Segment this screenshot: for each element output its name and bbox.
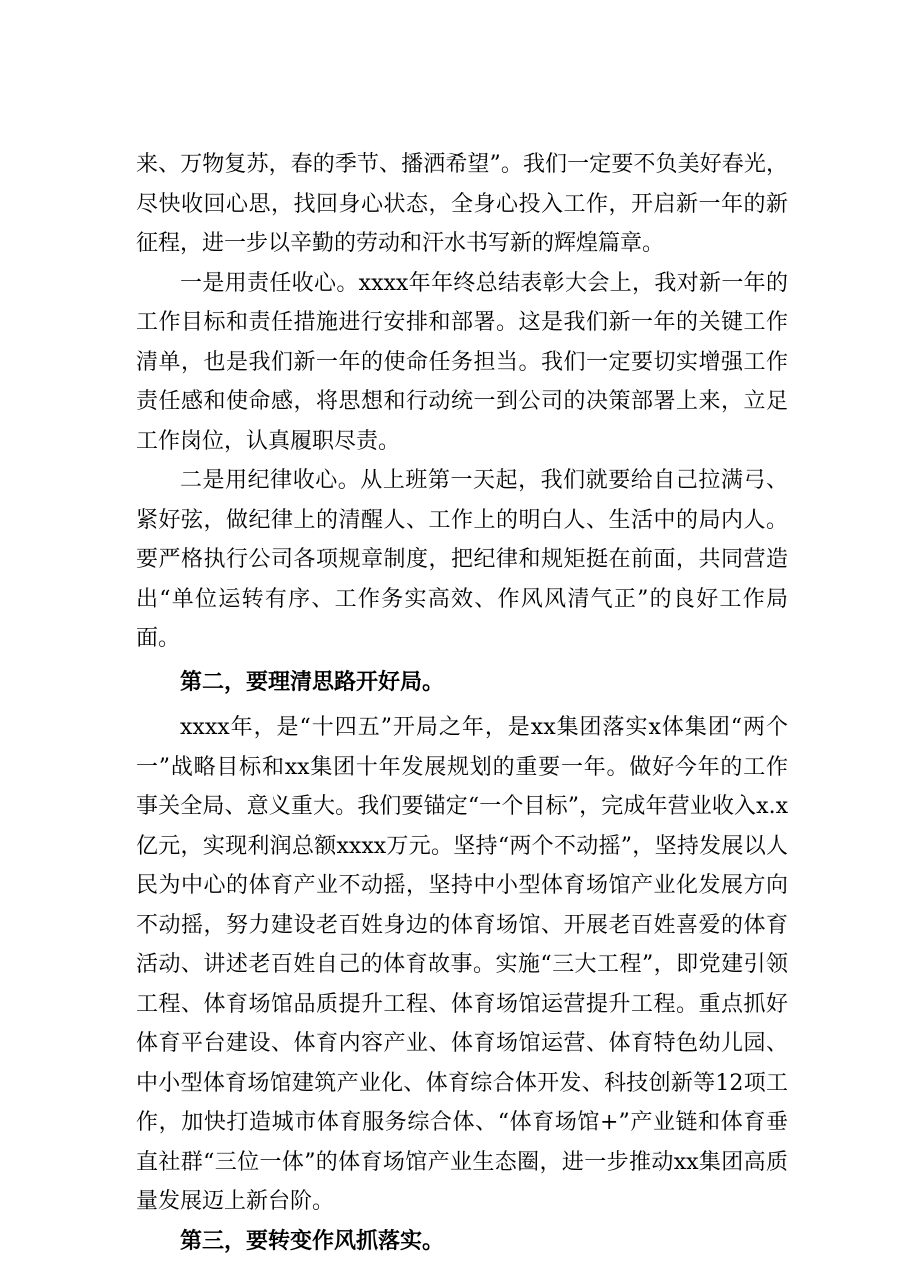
- section-heading-second: 第二，要理清思路开好局。: [180, 668, 445, 695]
- paragraph-discipline: 二是用纪律收心。从上班第一天起，我们就要给自己拉满弓、紧好弦，做纪律上的清醒人、工作上的明白人、生活中的局内人。要严格执行公司各项规章制度，把纪律和规矩挺在前面，共同营造出“单位运转有序、工作务实高效、作风风清气正”的良好工作局面。: [136, 468, 788, 651]
- section-heading-third: 第三，要转变作风抓落实。: [180, 1227, 445, 1254]
- document-body: [136, 145, 788, 1261]
- paragraph-planning: xxxx年，是“十四五”开局之年，是xx集团落实x体集团“两个一”战略目标和xx集团十年发展规划的重要一年。做好今年的工作事关全局、意义重大。我们要锚定“一个目标”，完成年营业收入x.x亿元，实现利润总额xxxx万元。坚持“两个不动摇”，坚持发展以人民为中心的体育产业不动摇，坚持中小型体育场馆产业化发展方向不动摇，努力建设老百姓身边的体育场馆、开展老百姓喜爱的体育活动、讲述老百姓自己的体育故事。实施“三大工程”，即党建引领工程、体育场馆品质提升工程、体育场馆运营提升工程。重点抓好体育平台建设、体育内容产业、体育场馆运营、体育特色幼儿园、中小型体育场馆建筑产业化、体育综合体开发、科技创新等12项工作，加快打造城市体育服务综合体、“体育场馆+”产业链和体育垂直社群“三位一体”的体育场馆产业生态圈，进一步推动xx集团高质量发展迈上新台阶。: [136, 715, 788, 1214]
- paragraph-responsibility: 一是用责任收心。xxxx年年终总结表彰大会上，我对新一年的工作目标和责任措施进行安排和部署。这是我们新一年的关键工作清单，也是我们新一年的使命任务担当。我们一定要切实增强工作责任感和使命感，将思想和行动统一到公司的决策部署上来，立足工作岗位，认真履职尽责。: [136, 270, 788, 454]
- paragraph-continuation: 来、万物复苏，春的季节、播洒希望”。我们一定要不负美好春光，尽快收回心思，找回身心状态，全身心投入工作，开启新一年的新征程，进一步以辛勤的劳动和汗水书写新的辉煌篇章。: [136, 152, 788, 256]
